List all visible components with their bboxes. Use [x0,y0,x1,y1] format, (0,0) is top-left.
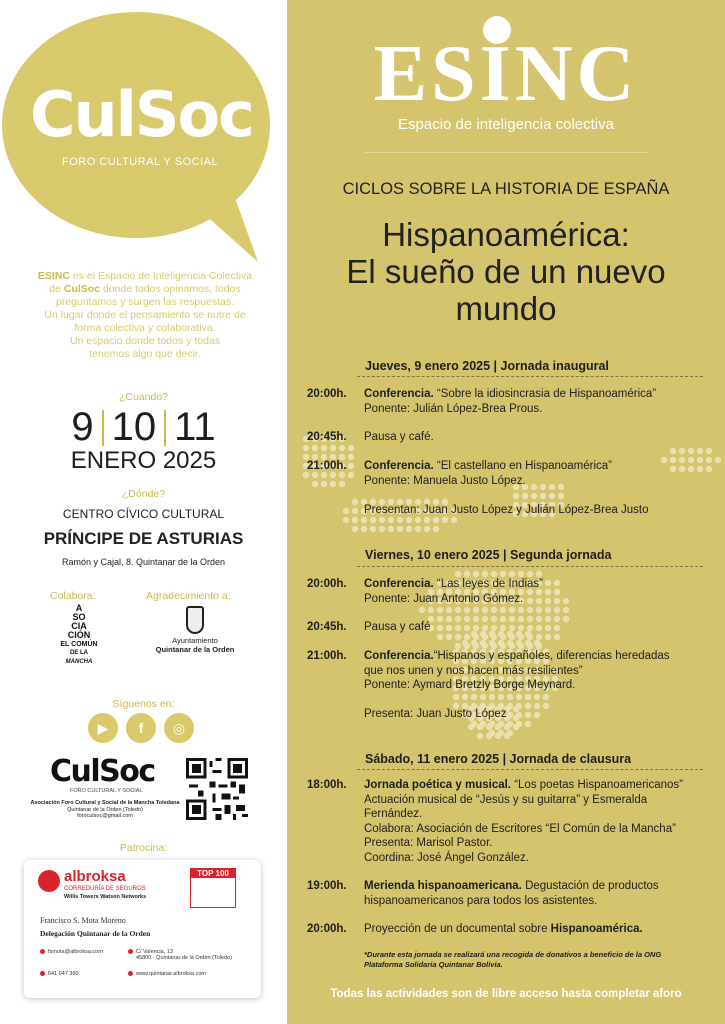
row-bold: Jornada poética y musical. [364,779,512,791]
map-dot [352,499,358,505]
map-dot [504,724,510,730]
map-dot [545,607,551,613]
map-dot [554,634,560,640]
row-text: hispanoamericanos para todos los asistentes. [364,894,598,907]
row-text: Coordina: José Ángel González. [364,851,529,864]
intro-paragraph [20,270,270,361]
row-text: Colabora: Asociación de Escritores “El Común de la Mancha” [364,822,676,835]
row-text: Ponente: Aymard Bretzly Borge Meynard. [364,679,576,691]
map-dot [406,526,412,532]
map-dot [536,634,542,640]
map-dot [424,526,430,532]
map-dot [437,634,443,640]
intro-text: es el Espacio de Inteligencia Colectiva [69,270,253,282]
map-dot [419,607,425,613]
map-dot [495,733,501,739]
date-day: 9 [71,405,94,449]
sponsor-web-text: www.quintanar.albroksa.com [136,971,207,977]
location-icon [128,949,133,954]
map-dot [379,517,385,523]
event-title-line: Hispanoamérica: [382,216,630,253]
map-dot [464,607,470,613]
association-info [30,800,180,820]
map-dot [670,448,676,454]
association-city: Quintanar de la Orden (Toledo) [67,806,143,813]
map-dot [688,448,694,454]
row-text: Pausa y café. [364,431,434,443]
date-separator [102,410,104,446]
ayto-name: Quintanar de la Orden [155,645,235,654]
row-text: Degustación de productos [521,880,659,892]
map-dot [549,493,555,499]
map-dot [303,445,309,451]
ayto-label: Ayuntamiento [172,636,218,645]
row-text: Actuación musical de “Jesús y su guitarra” y Esmeralda [364,793,648,806]
culsoc-logo-subtitle: FORO CULTURAL Y SOCIAL [62,156,219,168]
map-dot [471,640,477,646]
colabora-label: Colabora: [50,590,96,602]
map-dot [477,733,483,739]
map-dot [388,526,394,532]
date-day: 10 [111,405,157,449]
row-time: 20:00h. [307,388,347,400]
map-dot [397,526,403,532]
venue-line1: CENTRO CÍVICO CULTURAL [62,507,225,521]
map-dot [679,448,685,454]
map-dot [433,526,439,532]
map-dot [343,517,349,523]
association-email: foroculsoc@gmail.com [77,813,133,819]
venue-line2: PRÍNCIPE DE ASTURIAS [43,529,244,548]
row-text: Ponente: Julián López-Brea Prous. [364,402,543,415]
map-dot [321,481,327,487]
asoc-logo-text: A [75,603,83,613]
map-dot [352,526,358,532]
asoc-logo-text: CIA [71,621,87,631]
intro-text: de [49,283,64,295]
map-dot [437,607,443,613]
free-access-footer: Todas las actividades son de libre acceso hasta completar aforo [330,988,682,1000]
map-dot [442,517,448,523]
row-text: que nos unen y nos hacen más resilientes” [364,664,583,677]
map-dot [477,724,483,730]
culsoc-logo: CulSoc [30,78,253,151]
when-label: ¿Cuando? [118,391,169,403]
row-text: “El castellano en Hispanoamérica” [433,460,613,472]
map-dot [509,607,515,613]
map-dot [507,640,513,646]
asociacion-logo [46,604,112,674]
map-dot [433,517,439,523]
culsoc-speech-bubble [0,0,287,270]
asoc-logo-text: MANCHA [65,659,93,665]
event-title-line: mundo [455,290,557,327]
globe-icon [128,971,133,976]
map-dot [471,694,477,700]
map-dot [348,454,354,460]
map-dot [348,463,354,469]
row-bold: Conferencia. [364,460,434,472]
day1-header: Jueves, 9 enero 2025 | Jornada inaugural [365,359,609,373]
map-dot [321,445,327,451]
sponsor-card [24,860,261,998]
map-dot [543,694,549,700]
date-separator [164,410,166,446]
follow-label: Síguenos en: [112,698,175,710]
divider [365,152,647,153]
day-divider [357,769,703,770]
social-links [88,713,194,743]
row-bold: Merienda hispanoamericana. [364,880,522,892]
map-dot [715,457,721,463]
row-text: “Sobre la idiosincrasia de Hispanoamérica” [433,388,657,400]
intro-text: tenemos algo que decir. [89,348,201,360]
map-dot [697,448,703,454]
map-dot [462,640,468,646]
map-dot [525,721,531,727]
sponsor-name: albroksa [64,868,126,885]
map-dot [534,640,540,646]
albroksa-logo-icon [38,870,60,892]
intro-text: forma colectiva y colaborativa. [74,322,216,334]
mail-icon [40,949,45,954]
phone-icon [40,971,45,976]
intro-esinc: ESINC [37,270,70,282]
event-title [287,216,725,327]
map-dot [379,526,385,532]
map-dot [516,694,522,700]
map-dot [361,517,367,523]
map-dot [513,493,519,499]
sponsor-person: Francisco S. Mota Moreno [40,916,126,925]
map-dot [446,607,452,613]
map-dot [428,607,434,613]
esinc-logo: ESINC [373,30,639,118]
map-dot [482,607,488,613]
row-bold: Conferencia. [364,578,434,590]
row-text: Presenta: Marisol Pastor. [364,837,493,849]
map-dot [415,526,421,532]
row-time: 21:00h. [307,460,347,472]
shield-icon [186,606,204,634]
map-dot [527,607,533,613]
map-dot [406,517,412,523]
culsoc-footer-logo-sub: FORO CULTURAL Y SOCIAL [70,788,143,794]
map-dot [500,607,506,613]
map-dot [536,607,542,613]
row-text: Fernández. [364,808,423,820]
intro-culsoc: CulSoc [63,283,101,295]
row-time: 18:00h. [307,779,347,791]
map-dot [554,607,560,613]
sponsor-web[interactable] [128,971,206,977]
event-title-line: El sueño de un nuevo [346,253,666,290]
map-dot [312,445,318,451]
map-dot [563,607,569,613]
row-time: 20:45h. [307,431,347,443]
sponsor-network: Willis Towers Watson Networks [64,894,147,900]
map-dot [489,694,495,700]
map-dot [453,694,459,700]
row-text: “Las leyes de Indias” [433,578,543,590]
map-dot [545,634,551,640]
map-dot [462,694,468,700]
day2-presenter: Presenta: Juan Justo López [364,708,507,720]
map-dot [330,445,336,451]
sponsor-phone[interactable] [40,971,79,977]
intro-text: Un lugar donde el pensamiento se nutre de [44,309,246,321]
row-time: 20:00h. [307,578,347,590]
map-dot [468,724,474,730]
row-text: “Hispanos y españoles, diferencias heredadas [433,650,670,662]
intro-text: preguntamos y surgen las respuestas. [55,296,234,308]
map-dot [330,481,336,487]
map-dot [486,733,492,739]
map-dot [534,694,540,700]
qr-code[interactable] [186,758,248,820]
day2-header: Viernes, 10 enero 2025 | Segunda jornada [365,548,612,562]
row-time: 20:45h. [307,621,347,633]
map-dot [486,724,492,730]
row-text: Pausa y café [364,621,431,633]
donation-note [364,950,709,969]
instagram-icon[interactable]: ◎ [164,713,194,743]
map-dot [480,694,486,700]
map-dot [513,724,519,730]
map-dot [339,481,345,487]
map-dot [480,640,486,646]
date-day: 11 [174,405,216,449]
map-dot [312,481,318,487]
map-dot [531,493,537,499]
row-time: 21:00h. [307,650,347,662]
asoc-logo-text: SO [72,612,86,622]
note-text: Plataforma Solidaria Quintanar Bolivia. [364,959,503,969]
row-text: Ponente: Manuela Justo López. [364,474,526,487]
map-dot [473,607,479,613]
event-dates [0,405,287,450]
row-bold: Hispanoamérica. [550,923,643,935]
agradecimiento-label: Agradecimiento a: [146,590,231,602]
esinc-subtitle: Espacio de inteligencia colectiva [398,116,614,133]
sponsor-address [128,949,232,961]
map-dot [498,640,504,646]
day-divider [357,566,703,567]
map-dot [491,607,497,613]
row-text: Proyección de un documental sobre [364,923,551,935]
map-dot [489,640,495,646]
map-dot [498,694,504,700]
day1-presenter: Presentan: Juan Justo López y Julián López-Brea Justo [364,504,649,516]
venue-address: Ramón y Cajal, 8. Quintanar de la Orden [61,557,226,567]
row-time: 20:00h. [307,923,347,935]
event-month: ENERO 2025 [70,447,217,474]
top100-badge-text: TOP 100 [191,869,235,878]
facebook-icon[interactable]: f [126,713,156,743]
map-dot [522,493,528,499]
sponsor-address-line1: C/ Valencia, 13 [136,949,173,955]
map-dot [352,508,358,514]
map-dot [446,634,452,640]
sponsor-address-line2: 45800 · Quintanar de la Orden (Toledo) [136,955,233,961]
sponsor-email[interactable] [40,949,103,955]
intro-text: donde todos opinamos, todos [100,283,241,295]
map-dot [361,526,367,532]
intro-text: Un espacio donde todos y todas [69,335,221,347]
day3-header: Sábado, 11 enero 2025 | Jornada de clausura [365,752,632,766]
map-dot [352,517,358,523]
where-label: ¿Dónde? [121,488,166,500]
map-dot [464,634,470,640]
cycle-title: CICLOS SOBRE LA HISTORIA DE ESPAÑA [342,180,670,198]
asoc-logo-text: CIÓN [67,630,91,640]
left-column [0,0,287,1024]
note-text: *Durante esta jornada se realizará una recogida de donativos a beneficio de la ONG [364,950,662,959]
row-text: “Los poetas Hispanoamericanos” [511,779,683,791]
map-dot [495,724,501,730]
association-name: Asociación Foro Cultural y Social de la Mancha Toledana [30,800,180,806]
day-divider [357,376,703,377]
sponsor-email-text: fsmota@albroksa.com [48,949,103,955]
ayuntamiento-logo [150,606,240,654]
asoc-logo-text: DE LA [70,650,88,656]
map-dot [706,448,712,454]
map-dot [388,517,394,523]
map-dot [424,517,430,523]
map-dot [525,694,531,700]
culsoc-footer-logo: CulSoc [50,754,155,789]
row-bold: Conferencia. [364,650,434,662]
map-dot [455,634,461,640]
sponsor-phone-text: 641 647 350 [48,971,79,977]
map-dot [343,508,349,514]
asoc-logo-text: EL COMÚN [60,641,98,648]
map-dot [540,493,546,499]
map-dot [518,607,524,613]
map-dot [504,733,510,739]
row-time: 19:00h. [307,880,347,892]
patrocina-label: Patrocina: [119,842,168,854]
map-dot [558,493,564,499]
map-dot [397,517,403,523]
map-dot [370,517,376,523]
sponsor-subtitle: CORREDURÍA DE SEGUROS [64,886,146,892]
map-dot [507,694,513,700]
sponsor-delegation: Delegación Quintanar de la Orden [40,929,151,938]
map-dot [370,526,376,532]
map-dot [415,517,421,523]
row-text: Ponente: Juan Antonio Gómez. [364,592,524,605]
map-dot [348,472,354,478]
map-dot [348,445,354,451]
right-column [287,0,725,1024]
youtube-icon[interactable]: ▶ [88,713,118,743]
map-dot [455,607,461,613]
map-dot [451,517,457,523]
map-dot [339,445,345,451]
map-dot [516,640,522,646]
row-bold: Conferencia. [364,388,434,400]
top100-badge [190,868,236,908]
map-dot [525,640,531,646]
